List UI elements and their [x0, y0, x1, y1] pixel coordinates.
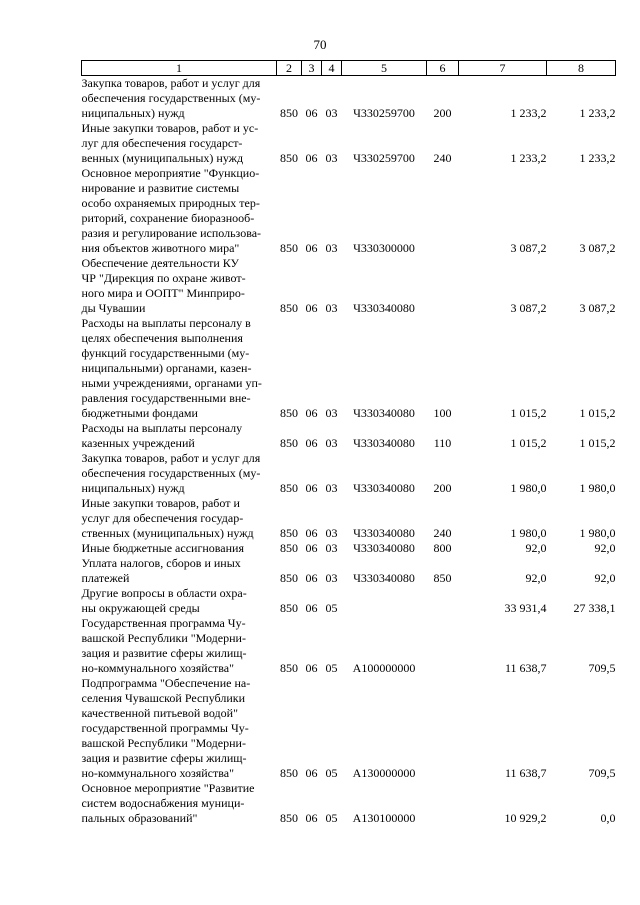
- row-name-line: но-коммунального хозяйства": [81, 766, 234, 780]
- row-name-line: ния объектов животного мира": [81, 241, 240, 255]
- amount-col-7: 92,0: [525, 571, 547, 585]
- target-article-code: Ч330340080: [353, 301, 415, 315]
- amount-col-8: 1 015,2: [579, 406, 616, 420]
- amount-col-7: 1 233,2: [510, 106, 547, 120]
- amount-col-8: 27 338,1: [573, 601, 616, 615]
- table-row: [82, 121, 616, 166]
- amount-col-8: 1 980,0: [579, 481, 616, 495]
- table-row: [82, 256, 616, 316]
- row-name: [82, 256, 277, 316]
- admin-code: 850: [280, 481, 298, 495]
- subsection-code: 03: [325, 436, 338, 450]
- row-name: [82, 616, 277, 676]
- amount-col-7: 92,0: [525, 541, 547, 555]
- amount-col-8: 709,5: [588, 766, 616, 780]
- target-article-code: А130100000: [352, 811, 416, 825]
- row-name-line: услуг для обеспечения государ-: [81, 511, 244, 525]
- table-row: [82, 616, 616, 676]
- expense-type-code: 240: [433, 151, 452, 165]
- subsection-code: 03: [325, 406, 338, 420]
- amount-col-7: 1 233,2: [510, 151, 547, 165]
- row-name-line: но-коммунального хозяйства": [81, 661, 234, 675]
- section-code: 06: [305, 481, 318, 495]
- row-name-line: риторий, сохранение биоразнооб-: [81, 211, 255, 225]
- admin-code: 850: [280, 811, 298, 825]
- row-name-line: качественной питьевой водой": [81, 706, 238, 720]
- target-article-code: Ч330340080: [353, 526, 415, 540]
- table-row: [82, 316, 616, 421]
- section-code: 06: [305, 571, 318, 585]
- row-name-line: разия и регулирование использова-: [81, 226, 262, 240]
- table-row: [82, 76, 616, 122]
- subsection-code: 05: [325, 811, 338, 825]
- amount-col-8: 92,0: [594, 541, 616, 555]
- subsection-code: 03: [325, 571, 338, 585]
- admin-code: 850: [280, 526, 298, 540]
- row-name-line: Другие вопросы в области охра-: [81, 586, 247, 600]
- row-name-line: ными учреждениями, органами уп-: [81, 376, 262, 390]
- amount-col-7: 1 015,2: [510, 436, 547, 450]
- header-col-5: 5: [342, 61, 427, 76]
- row-name-line: ды Чувашии: [81, 301, 146, 315]
- expense-type-code: 800: [433, 541, 452, 555]
- amount-col-8: 1 980,0: [579, 526, 616, 540]
- row-name-line: Иные закупки товаров, работ и: [81, 496, 240, 510]
- admin-code: 850: [280, 106, 298, 120]
- row-name: [82, 676, 277, 781]
- target-article-code: Ч330259700: [353, 151, 415, 165]
- row-name-line: равления государственными вне-: [81, 391, 251, 405]
- subsection-code: 03: [325, 301, 338, 315]
- row-name-line: ственных (муниципальных) нужд: [81, 526, 254, 540]
- expense-type-code: 850: [433, 571, 452, 585]
- row-name-line: Основное мероприятие "Развитие: [81, 781, 255, 795]
- row-name-line: Основное мероприятие "Функцио-: [81, 166, 260, 180]
- row-name-line: зация и развитие сферы жилищ-: [81, 646, 247, 660]
- amount-col-7: 3 087,2: [510, 301, 547, 315]
- expense-type-code: 200: [433, 106, 452, 120]
- row-name-line: Иные закупки товаров, работ и ус-: [81, 121, 259, 135]
- subsection-code: 03: [325, 526, 338, 540]
- table-row: [82, 166, 616, 256]
- table-row: [82, 451, 616, 496]
- amount-col-8: 3 087,2: [579, 241, 616, 255]
- row-name-line: обеспечения государственных (му-: [81, 91, 261, 105]
- target-article-code: Ч330259700: [353, 106, 415, 120]
- subsection-code: 03: [325, 151, 338, 165]
- row-name-line: ниципальных) нужд: [81, 481, 185, 495]
- amount-col-7: 1 980,0: [510, 481, 547, 495]
- expense-type-code: [427, 586, 459, 616]
- admin-code: 850: [280, 601, 298, 615]
- admin-code: 850: [280, 571, 298, 585]
- row-name-line: нирование и развитие системы: [81, 181, 240, 195]
- expense-type-code: [427, 616, 459, 676]
- row-name: [82, 541, 277, 556]
- row-name-line: Закупка товаров, работ и услуг для: [81, 76, 261, 90]
- expense-type-code: 110: [433, 436, 452, 450]
- target-article-code: Ч330300000: [353, 241, 415, 255]
- expense-type-code: [427, 676, 459, 781]
- section-code: 06: [305, 766, 318, 780]
- row-name-line: Расходы на выплаты персоналу: [81, 421, 243, 435]
- table-row: [82, 676, 616, 781]
- row-name-line: платежей: [81, 571, 130, 585]
- amount-col-8: 92,0: [594, 571, 616, 585]
- row-name-line: ны окружающей среды: [81, 601, 200, 615]
- subsection-code: 03: [325, 541, 338, 555]
- row-name-line: ниципальных) нужд: [81, 106, 185, 120]
- row-name-line: селения Чувашской Республики: [81, 691, 246, 705]
- expense-type-code: 200: [433, 481, 452, 495]
- expense-type-code: [427, 781, 459, 826]
- amount-col-8: 0,0: [600, 811, 616, 825]
- row-name-line: функций государственными (му-: [81, 346, 250, 360]
- header-col-1: 1: [82, 61, 277, 76]
- expense-type-code: [427, 166, 459, 256]
- row-name-line: обеспечения государственных (му-: [81, 466, 261, 480]
- admin-code: 850: [280, 436, 298, 450]
- row-name-line: государственной программы Чу-: [81, 721, 249, 735]
- section-code: 06: [305, 151, 318, 165]
- target-article-code: Ч330340080: [353, 406, 415, 420]
- row-name: [82, 121, 277, 166]
- section-code: 06: [305, 406, 318, 420]
- row-name: [82, 421, 277, 451]
- admin-code: 850: [280, 661, 298, 675]
- row-name-line: зация и развитие сферы жилищ-: [81, 751, 247, 765]
- amount-col-8: 1 015,2: [579, 436, 616, 450]
- amount-col-7: 11 638,7: [504, 661, 547, 675]
- section-code: 06: [305, 241, 318, 255]
- header-col-6: 6: [427, 61, 459, 76]
- target-article-code: Ч330340080: [353, 541, 415, 555]
- row-name-line: вашской Республики "Модерни-: [81, 736, 246, 750]
- row-name-line: Подпрограмма "Обеспечение на-: [81, 676, 251, 690]
- row-name: [82, 166, 277, 256]
- section-code: 06: [305, 811, 318, 825]
- subsection-code: 03: [325, 106, 338, 120]
- admin-code: 850: [280, 406, 298, 420]
- page-number: 70: [313, 37, 327, 52]
- row-name-line: ЧР "Дирекция по охране живот-: [81, 271, 246, 285]
- table-row: [82, 556, 616, 586]
- header-col-8: 8: [547, 61, 616, 76]
- admin-code: 850: [280, 241, 298, 255]
- row-name: [82, 586, 277, 616]
- admin-code: 850: [280, 766, 298, 780]
- admin-code: 850: [280, 301, 298, 315]
- subsection-code: 05: [325, 601, 338, 615]
- amount-col-8: 1 233,2: [579, 106, 616, 120]
- row-name: [82, 496, 277, 541]
- table-row: [82, 421, 616, 451]
- section-code: 06: [305, 106, 318, 120]
- subsection-code: 03: [325, 481, 338, 495]
- row-name-line: Расходы на выплаты персоналу в: [81, 316, 251, 330]
- amount-col-8: 1 233,2: [579, 151, 616, 165]
- amount-col-8: 3 087,2: [579, 301, 616, 315]
- row-name-line: Обеспечение деятельности КУ: [81, 256, 239, 270]
- row-name: [82, 316, 277, 421]
- subsection-code: 05: [325, 661, 338, 675]
- budget-table: [81, 60, 616, 826]
- table-row: [82, 496, 616, 541]
- section-code: 06: [305, 541, 318, 555]
- row-name: [82, 451, 277, 496]
- row-name: [82, 76, 277, 122]
- table-row: [82, 586, 616, 616]
- row-name-line: Уплата налогов, сборов и иных: [81, 556, 241, 570]
- row-name-line: Закупка товаров, работ и услуг для: [81, 451, 261, 465]
- table-row: [82, 781, 616, 826]
- row-name-line: казенных учреждений: [81, 436, 195, 450]
- row-name: [82, 781, 277, 826]
- subsection-code: 03: [325, 241, 338, 255]
- target-article-code: А130000000: [352, 766, 416, 780]
- row-name-line: луг для обеспечения государст-: [81, 136, 243, 150]
- expense-type-code: [427, 256, 459, 316]
- section-code: 06: [305, 526, 318, 540]
- section-code: 06: [305, 601, 318, 615]
- target-article-code: Ч330340080: [353, 571, 415, 585]
- expense-type-code: 240: [433, 526, 452, 540]
- row-name-line: ного мира и ООПТ" Минприро-: [81, 286, 245, 300]
- header-col-7: 7: [459, 61, 547, 76]
- header-col-3: 3: [302, 61, 322, 76]
- amount-col-7: 3 087,2: [510, 241, 547, 255]
- target-article-code: Ч330340080: [353, 481, 415, 495]
- table-row: [82, 541, 616, 556]
- row-name-line: целях обеспечения выполнения: [81, 331, 243, 345]
- row-name-line: систем водоснабжения муници-: [81, 796, 245, 810]
- admin-code: 850: [280, 151, 298, 165]
- target-article-code: А100000000: [352, 661, 416, 675]
- row-name-line: венных (муниципальных) нужд: [81, 151, 244, 165]
- admin-code: 850: [280, 541, 298, 555]
- row-name-line: вашской Республики "Модерни-: [81, 631, 246, 645]
- row-name-line: бюджетными фондами: [81, 406, 198, 420]
- amount-col-8: 709,5: [588, 661, 616, 675]
- target-article-code: [342, 586, 427, 616]
- amount-col-7: 10 929,2: [504, 811, 547, 825]
- expense-type-code: 100: [433, 406, 452, 420]
- section-code: 06: [305, 301, 318, 315]
- amount-col-7: 33 931,4: [504, 601, 547, 615]
- row-name-line: особо охраняемых природных тер-: [81, 196, 260, 210]
- row-name: [82, 556, 277, 586]
- amount-col-7: 1 980,0: [510, 526, 547, 540]
- amount-col-7: 1 015,2: [510, 406, 547, 420]
- header-row: [82, 61, 616, 76]
- row-name-line: ниципальными) органами, казен-: [81, 361, 252, 375]
- section-code: 06: [305, 661, 318, 675]
- section-code: 06: [305, 436, 318, 450]
- row-name-line: Государственная программа Чу-: [81, 616, 246, 630]
- header-col-2: 2: [277, 61, 302, 76]
- amount-col-7: 11 638,7: [504, 766, 547, 780]
- target-article-code: Ч330340080: [353, 436, 415, 450]
- row-name-line: пальных образований": [81, 811, 198, 825]
- row-name-line: Иные бюджетные ассигнования: [81, 541, 244, 555]
- header-col-4: 4: [322, 61, 342, 76]
- subsection-code: 05: [325, 766, 338, 780]
